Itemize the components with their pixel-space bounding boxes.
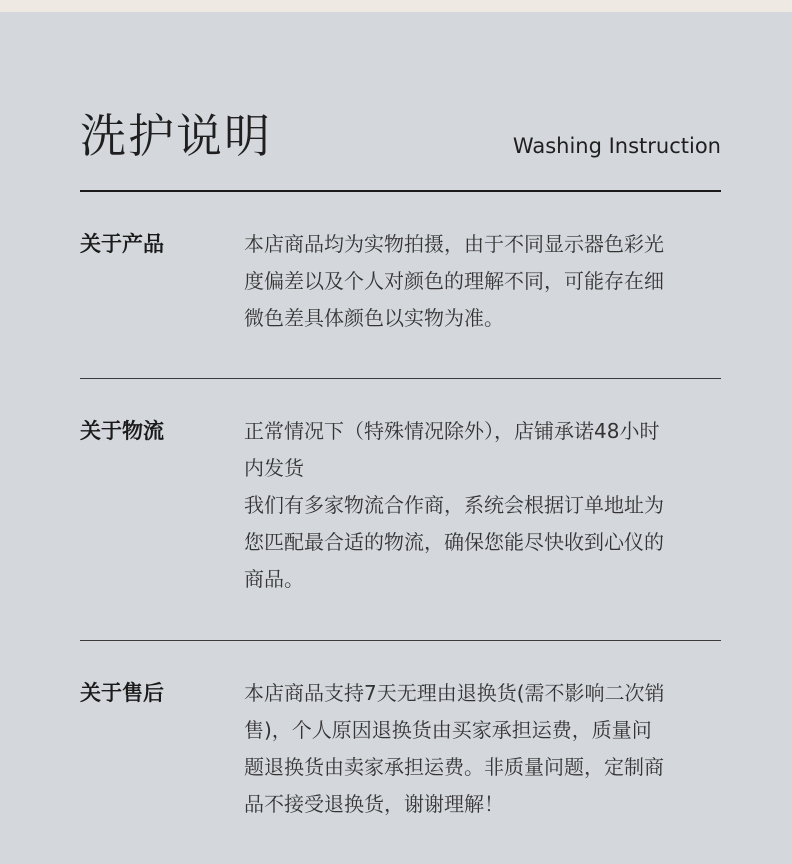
section-label: 关于售后 (80, 681, 164, 705)
body-line: 我们有多家物流合作商，系统会根据订单地址为 (244, 493, 664, 517)
header-divider (80, 190, 721, 192)
page-subtitle-english: Washing Instruction (512, 134, 721, 158)
body-line: 售)，个人原因退换货由买家承担运费，质量问 (244, 718, 652, 742)
page-title: 洗护说明 (80, 109, 272, 163)
body-line: 度偏差以及个人对颜色的理解不同，可能存在细 (244, 269, 664, 293)
body-line: 题退换货由卖家承担运费。非质量问题，定制商 (244, 755, 664, 779)
body-line: 微色差具体颜色以实物为准。 (244, 306, 504, 330)
body-line: 本店商品支持7天无理由退换货(需不影响二次销 (244, 681, 665, 705)
body-line: 商品。 (244, 567, 304, 591)
body-line: 您匹配最合适的物流，确保您能尽快收到心仪的 (244, 530, 664, 554)
body-line: 本店商品均为实物拍摄，由于不同显示器色彩光 (244, 232, 664, 256)
section-divider (80, 378, 721, 379)
body-line: 品不接受退换货，谢谢理解！ (244, 792, 504, 816)
page-header (80, 100, 721, 190)
section-body (244, 226, 724, 337)
section-label: 关于物流 (80, 419, 164, 443)
section-body (244, 413, 724, 598)
body-line: 正常情况下（特殊情况除外），店铺承诺48小时 (244, 419, 660, 443)
body-line: 内发货 (244, 456, 304, 480)
section-label: 关于产品 (80, 232, 164, 256)
top-decorative-strip (0, 0, 792, 12)
section-body (244, 675, 724, 823)
section-divider (80, 640, 721, 641)
